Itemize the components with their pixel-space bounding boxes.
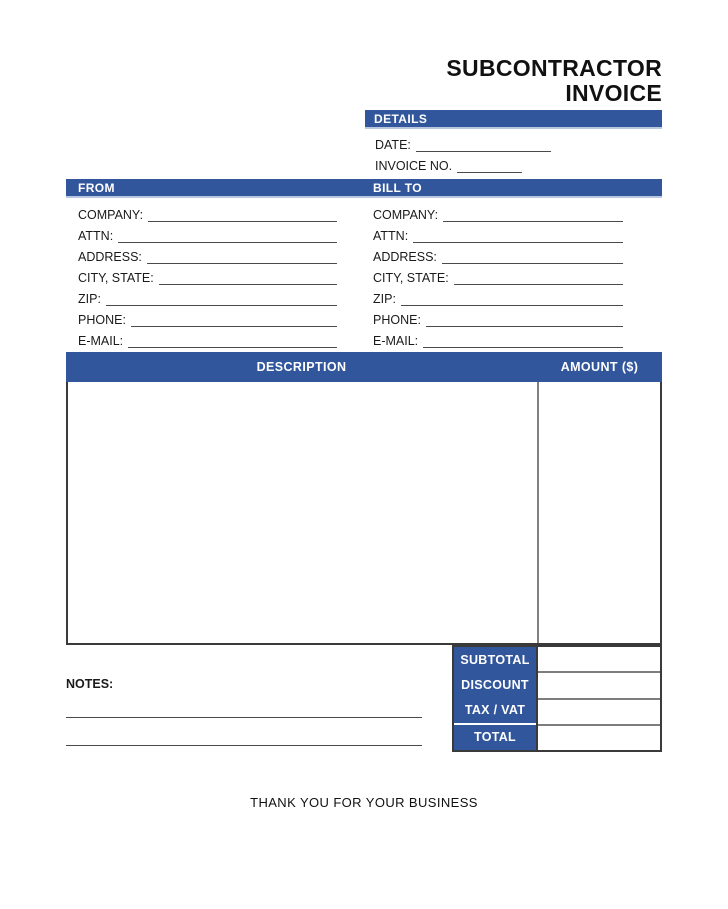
discount-label: DISCOUNT <box>461 677 529 692</box>
from-phone-field[interactable] <box>131 312 337 327</box>
total-label: TOTAL <box>454 723 536 750</box>
from-zip-row <box>78 285 337 306</box>
bill-to-fields <box>373 201 623 348</box>
from-city-state-label: CITY, STATE: <box>78 271 154 285</box>
bill-to-zip-field[interactable] <box>401 291 623 306</box>
from-header-label: FROM <box>78 180 115 195</box>
bill-to-email-label: E-MAIL: <box>373 334 419 348</box>
from-phone-label: PHONE: <box>78 313 126 327</box>
bill-to-attn-row <box>373 222 623 243</box>
bill-to-zip-row <box>373 285 623 306</box>
from-fields <box>78 201 337 348</box>
bill-to-zip-label: ZIP: <box>373 292 396 306</box>
from-attn-field[interactable] <box>118 228 337 243</box>
amount-column-header: AMOUNT ($) <box>560 360 639 374</box>
description-column-header: DESCRIPTION <box>256 360 347 374</box>
from-attn-label: ATTN: <box>78 229 114 243</box>
bill-to-company-row <box>373 201 623 222</box>
subtotal-label: SUBTOTAL <box>460 652 530 667</box>
from-address-label: ADDRESS: <box>78 250 142 264</box>
bill-to-company-label: COMPANY: <box>373 208 439 222</box>
notes-label: NOTES: <box>66 677 114 691</box>
from-company-field[interactable] <box>148 207 337 222</box>
from-phone-row <box>78 306 337 327</box>
bill-to-company-field[interactable] <box>443 207 623 222</box>
from-company-label: COMPANY: <box>78 208 144 222</box>
notes-field-line3[interactable] <box>66 745 422 746</box>
tax-vat-value-cell[interactable] <box>538 698 660 724</box>
bill-to-city-state-row <box>373 264 623 285</box>
from-zip-label: ZIP: <box>78 292 101 306</box>
notes-field-line2[interactable] <box>66 717 422 718</box>
date-field[interactable] <box>416 137 551 152</box>
from-email-row <box>78 327 337 348</box>
amount-entry-area[interactable] <box>539 382 660 643</box>
bill-to-email-row <box>373 327 623 348</box>
from-email-label: E-MAIL: <box>78 334 124 348</box>
totals-values <box>538 645 662 752</box>
from-city-state-field[interactable] <box>159 270 337 285</box>
from-address-row <box>78 243 337 264</box>
page-title <box>446 56 662 106</box>
page-title-line2: INVOICE <box>565 80 662 106</box>
details-section-header <box>365 110 662 129</box>
bill-to-attn-field[interactable] <box>413 228 623 243</box>
notes-row <box>66 671 422 691</box>
invoice-no-label: INVOICE NO. <box>375 159 453 173</box>
from-city-state-row <box>78 264 337 285</box>
date-row <box>375 132 551 152</box>
tax-vat-label: TAX / VAT <box>464 703 526 718</box>
from-address-field[interactable] <box>147 249 337 264</box>
from-attn-row <box>78 222 337 243</box>
totals-labels <box>452 645 538 752</box>
bill-to-header-label: BILL TO <box>373 180 423 195</box>
invoice-no-row <box>375 153 522 173</box>
bill-to-phone-field[interactable] <box>426 312 623 327</box>
bill-to-phone-label: PHONE: <box>373 313 421 327</box>
parties-section-header <box>66 179 662 198</box>
details-header-label: DETAILS <box>374 111 428 126</box>
subtotal-value-cell[interactable] <box>538 647 660 671</box>
bill-to-phone-row <box>373 306 623 327</box>
bill-to-address-row <box>373 243 623 264</box>
date-label: DATE: <box>375 138 411 152</box>
page-title-line1: SUBCONTRACTOR <box>446 55 662 81</box>
bill-to-email-field[interactable] <box>423 333 623 348</box>
description-entry-area[interactable] <box>68 382 537 643</box>
bill-to-city-state-label: CITY, STATE: <box>373 271 449 285</box>
from-zip-field[interactable] <box>106 291 337 306</box>
footer-message: THANK YOU FOR YOUR BUSINESS <box>250 795 478 810</box>
bill-to-city-state-field[interactable] <box>454 270 623 285</box>
discount-value-cell[interactable] <box>538 671 660 697</box>
from-email-field[interactable] <box>128 333 337 348</box>
from-company-row <box>78 201 337 222</box>
line-items-body <box>66 382 662 645</box>
line-items-header <box>66 352 662 382</box>
bill-to-address-field[interactable] <box>442 249 623 264</box>
bill-to-attn-label: ATTN: <box>373 229 409 243</box>
bill-to-address-label: ADDRESS: <box>373 250 437 264</box>
total-value-cell[interactable] <box>538 724 660 750</box>
invoice-no-field[interactable] <box>457 158 522 173</box>
